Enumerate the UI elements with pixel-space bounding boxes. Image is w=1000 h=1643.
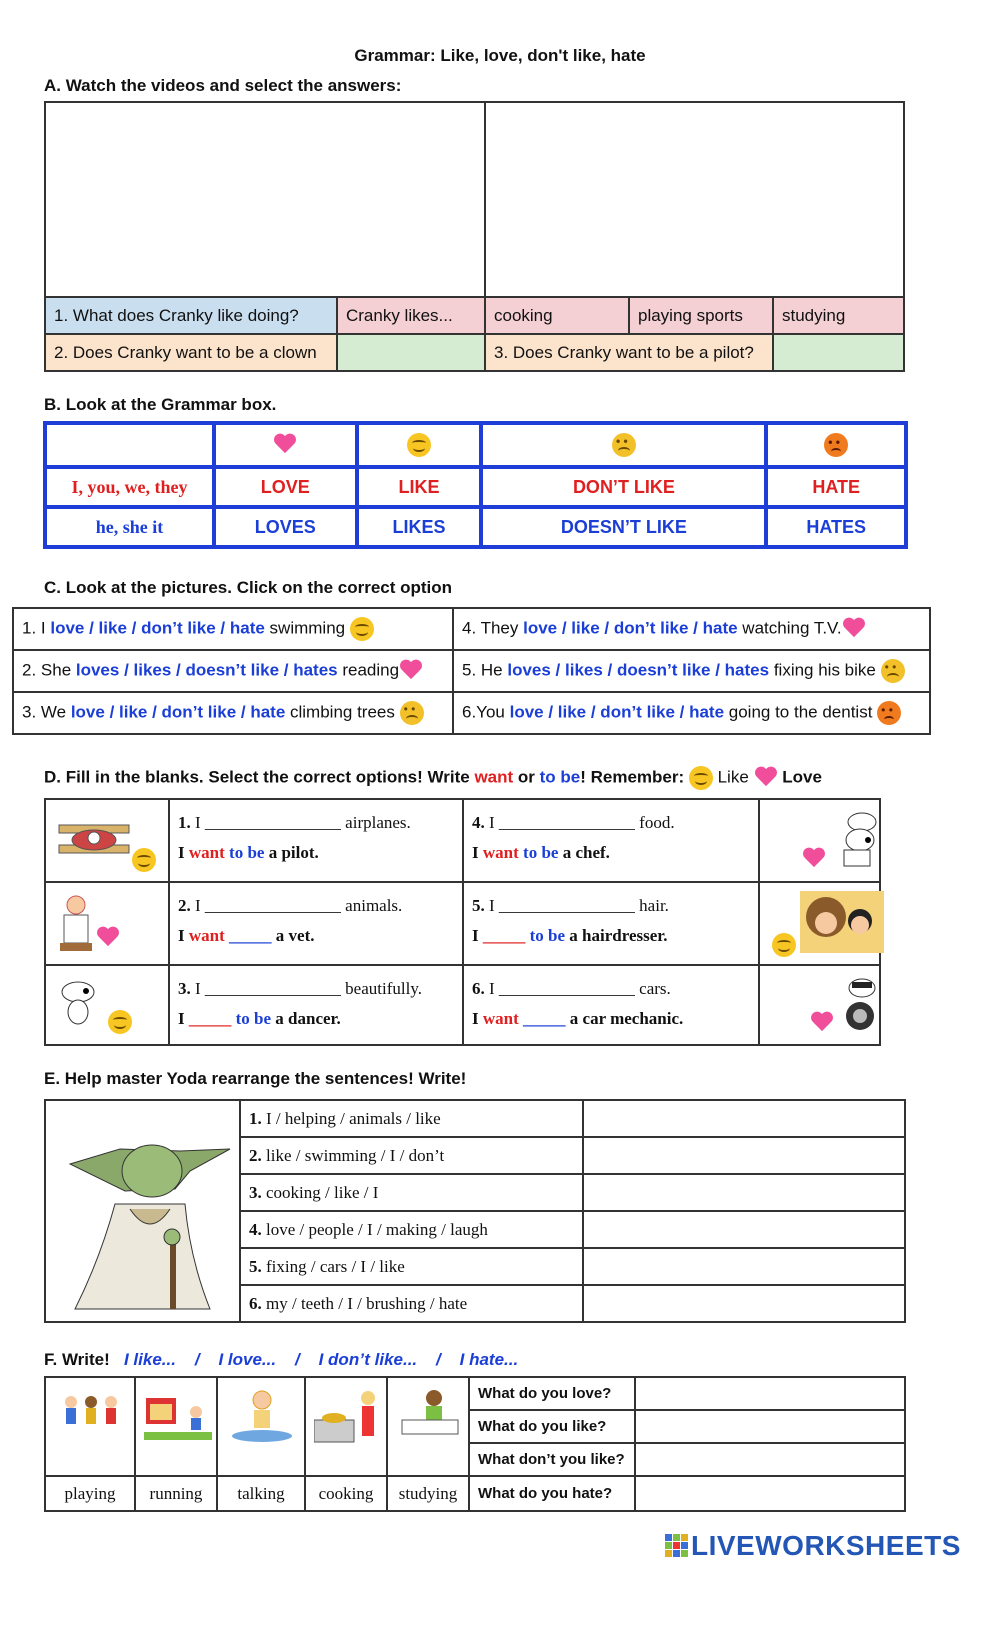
sentence-c2: 2. She loves / likes / doesn’t like / hates reading bbox=[13, 650, 453, 692]
activity-cooking: cooking bbox=[305, 1476, 387, 1511]
sad-face-icon bbox=[400, 701, 424, 725]
picture-hairdresser bbox=[759, 882, 880, 965]
option-playing-sports[interactable]: playing sports bbox=[629, 297, 773, 334]
picture-running bbox=[135, 1377, 217, 1476]
options-c3[interactable]: love / like / don’t like / hate bbox=[70, 702, 286, 722]
yoda-picture bbox=[45, 1100, 240, 1322]
question-love: What do you love? bbox=[469, 1377, 635, 1410]
section-f-table bbox=[44, 1376, 906, 1512]
blank-d2[interactable]: I ________________ bbox=[195, 896, 341, 915]
options-c6[interactable]: love / like / don’t like / hate bbox=[509, 702, 725, 722]
studying-icon bbox=[398, 1386, 462, 1444]
smile-icon bbox=[407, 433, 431, 457]
yoda-sentence-1: 1. I / helping / animals / like bbox=[240, 1100, 583, 1137]
grammar-empty-cell bbox=[45, 423, 214, 467]
grammar-like: LIKE bbox=[357, 467, 482, 507]
section-c-heading: C. Look at the pictures. Click on the correct option bbox=[44, 578, 453, 597]
activity-talking: talking bbox=[217, 1476, 305, 1511]
picture-dancer bbox=[45, 965, 169, 1045]
sentence-d6: 6. I ________________ cars. I want _____ a car mechanic. bbox=[463, 965, 759, 1045]
blank-d4[interactable]: I ________________ bbox=[489, 813, 635, 832]
activity-studying: studying bbox=[387, 1476, 469, 1511]
heart-icon bbox=[802, 848, 826, 870]
section-e-table bbox=[44, 1099, 906, 1323]
picture-vet bbox=[45, 882, 169, 965]
yoda-sentence-3: 3. cooking / like / I bbox=[240, 1174, 583, 1211]
options-c1[interactable]: love / like / don’t like / hate bbox=[50, 618, 265, 638]
liveworksheets-logo bbox=[665, 1530, 961, 1562]
sad-face-icon bbox=[612, 433, 636, 457]
heart-icon bbox=[810, 1012, 834, 1034]
smile-icon bbox=[108, 1010, 132, 1034]
option-studying[interactable]: studying bbox=[773, 297, 904, 334]
snoopy-mechanic-icon bbox=[836, 974, 886, 1034]
question-2: 2. Does Cranky want to be a clown bbox=[45, 334, 337, 371]
yoda-answer-4[interactable] bbox=[583, 1211, 905, 1248]
sentence-d1: 1. I ________________ airplanes. I want to be a pilot. bbox=[169, 799, 463, 882]
page-title: Grammar: Like, love, don't like, hate bbox=[354, 46, 646, 65]
yoda-answer-6[interactable] bbox=[583, 1285, 905, 1322]
yoda-answer-5[interactable] bbox=[583, 1248, 905, 1285]
logo-text: LIVEWORKSHEETS bbox=[691, 1530, 961, 1561]
heart-icon bbox=[842, 618, 866, 640]
heart-icon bbox=[96, 927, 120, 949]
answer-2-select[interactable] bbox=[337, 334, 485, 371]
snoopy-chef-icon bbox=[830, 810, 885, 870]
grammar-love: LOVE bbox=[214, 467, 357, 507]
answer-like[interactable] bbox=[635, 1410, 905, 1443]
heart-icon bbox=[273, 434, 297, 456]
smile-icon bbox=[689, 766, 713, 790]
grammar-hates: HATES bbox=[766, 507, 906, 547]
grammar-doesnt-like: DOESN’T LIKE bbox=[481, 507, 766, 547]
angry-face-icon bbox=[877, 701, 901, 725]
grammar-box bbox=[43, 421, 908, 549]
answer-love[interactable] bbox=[635, 1377, 905, 1410]
hairdresser-icon bbox=[800, 891, 884, 953]
yoda-icon bbox=[60, 1109, 235, 1314]
angry-face-icon bbox=[824, 433, 848, 457]
running-icon bbox=[144, 1392, 212, 1444]
picture-mechanic bbox=[759, 965, 880, 1045]
sentence-c4: 4. They love / like / don’t like / hate watching T.V. bbox=[453, 608, 930, 650]
blank-d3-b[interactable]: _____ bbox=[188, 1009, 232, 1028]
video-1-placeholder[interactable] bbox=[45, 102, 485, 297]
section-c-table bbox=[12, 607, 931, 735]
picture-studying bbox=[387, 1377, 469, 1476]
logo-icon bbox=[665, 1534, 689, 1558]
answer-hate[interactable] bbox=[635, 1476, 905, 1511]
question-dont-like: What don’t you like? bbox=[469, 1443, 635, 1476]
kids-playing-icon bbox=[56, 1392, 126, 1442]
options-c2[interactable]: loves / likes / doesn’t like / hates bbox=[75, 660, 338, 680]
grammar-dontlike-icon-cell bbox=[481, 423, 766, 467]
section-d-table bbox=[44, 798, 881, 1046]
activity-running: running bbox=[135, 1476, 217, 1511]
grammar-row2-label: he, she it bbox=[45, 507, 214, 547]
smile-icon bbox=[772, 933, 796, 957]
picture-pilot bbox=[45, 799, 169, 882]
grammar-likes: LIKES bbox=[357, 507, 482, 547]
blank-d6[interactable]: I ________________ bbox=[489, 979, 635, 998]
grammar-love-icon-cell bbox=[214, 423, 357, 467]
options-c4[interactable]: love / like / don’t like / hate bbox=[523, 618, 738, 638]
yoda-sentence-6: 6. my / teeth / I / brushing / hate bbox=[240, 1285, 583, 1322]
question-hate: What do you hate? bbox=[469, 1476, 635, 1511]
blank-d2-b[interactable]: _____ bbox=[224, 926, 276, 945]
cooking-icon bbox=[314, 1388, 382, 1446]
picture-talking bbox=[217, 1377, 305, 1476]
yoda-answer-1[interactable] bbox=[583, 1100, 905, 1137]
activity-playing: playing bbox=[45, 1476, 135, 1511]
answer-dont-like[interactable] bbox=[635, 1443, 905, 1476]
yoda-sentence-2: 2. like / swimming / I / don’t bbox=[240, 1137, 583, 1174]
section-d-heading: D. Fill in the blanks. Select the correct options! Write want or to be! Remember: Like Love bbox=[44, 766, 822, 790]
section-a-heading: A. Watch the videos and select the answers: bbox=[44, 76, 402, 95]
question-like: What do you like? bbox=[469, 1410, 635, 1443]
blank-d6-b[interactable]: _____ bbox=[518, 1009, 570, 1028]
smile-icon bbox=[350, 617, 374, 641]
sentence-d4: 4. I ________________ food. I want to be a chef. bbox=[463, 799, 759, 882]
question-1-prefix: Cranky likes... bbox=[337, 297, 485, 334]
grammar-row1-label: I, you, we, they bbox=[45, 467, 214, 507]
grammar-dont-like: DON’T LIKE bbox=[481, 467, 766, 507]
blank-d5[interactable]: I ________________ bbox=[489, 896, 635, 915]
question-3: 3. Does Cranky want to be a pilot? bbox=[485, 334, 773, 371]
video-2-placeholder[interactable] bbox=[485, 102, 904, 297]
talking-icon bbox=[228, 1388, 296, 1446]
answer-3-select[interactable] bbox=[773, 334, 904, 371]
picture-playing bbox=[45, 1377, 135, 1476]
question-1: 1. What does Cranky like doing? bbox=[45, 297, 337, 334]
heart-icon bbox=[754, 767, 778, 789]
section-a-table bbox=[44, 101, 905, 372]
section-e-heading: E. Help master Yoda rearrange the sentences! Write! bbox=[44, 1069, 467, 1088]
grammar-hate-icon-cell bbox=[766, 423, 906, 467]
heart-icon bbox=[399, 660, 423, 682]
picture-cooking bbox=[305, 1377, 387, 1476]
vet-icon bbox=[56, 893, 96, 955]
sentence-d5: 5. I ________________ hair. I _____ to be a hairdresser. bbox=[463, 882, 759, 965]
grammar-like-icon-cell bbox=[357, 423, 482, 467]
sentence-c5: 5. He loves / likes / doesn’t like / hates fixing his bike • • bbox=[453, 650, 930, 692]
snoopy-dancer-icon bbox=[56, 976, 111, 1031]
blank-d3[interactable]: I ________________ bbox=[195, 979, 341, 998]
blank-d5-b[interactable]: _____ bbox=[482, 926, 526, 945]
grammar-loves: LOVES bbox=[214, 507, 357, 547]
sentence-c6: 6.You love / like / don’t like / hate going to the dentist • • bbox=[453, 692, 930, 734]
sentence-c3: 3. We love / like / don’t like / hate climbing trees • • bbox=[13, 692, 453, 734]
sentence-c1: 1. I love / like / don’t like / hate swimming bbox=[13, 608, 453, 650]
yoda-answer-2[interactable] bbox=[583, 1137, 905, 1174]
options-c5[interactable]: loves / likes / doesn’t like / hates bbox=[507, 660, 770, 680]
sentence-d3: 3. I ________________ beautifully. I _____ to be a dancer. bbox=[169, 965, 463, 1045]
blank-d1[interactable]: I ________________ bbox=[195, 813, 341, 832]
sentence-d2: 2. I ________________ animals. I want _____ a vet. bbox=[169, 882, 463, 965]
grammar-hate: HATE bbox=[766, 467, 906, 507]
sad-face-icon bbox=[881, 659, 905, 683]
yoda-sentence-5: 5. fixing / cars / I / like bbox=[240, 1248, 583, 1285]
yoda-answer-3[interactable] bbox=[583, 1174, 905, 1211]
smile-icon bbox=[132, 848, 156, 872]
airplane-icon bbox=[54, 810, 134, 870]
section-b-heading: B. Look at the Grammar box. bbox=[44, 395, 277, 414]
option-cooking[interactable]: cooking bbox=[485, 297, 629, 334]
picture-chef bbox=[759, 799, 880, 882]
yoda-sentence-4: 4. love / people / I / making / laugh bbox=[240, 1211, 583, 1248]
section-f-heading: F. Write! I like... / I love... / I don’t like... / I hate... bbox=[44, 1350, 519, 1369]
